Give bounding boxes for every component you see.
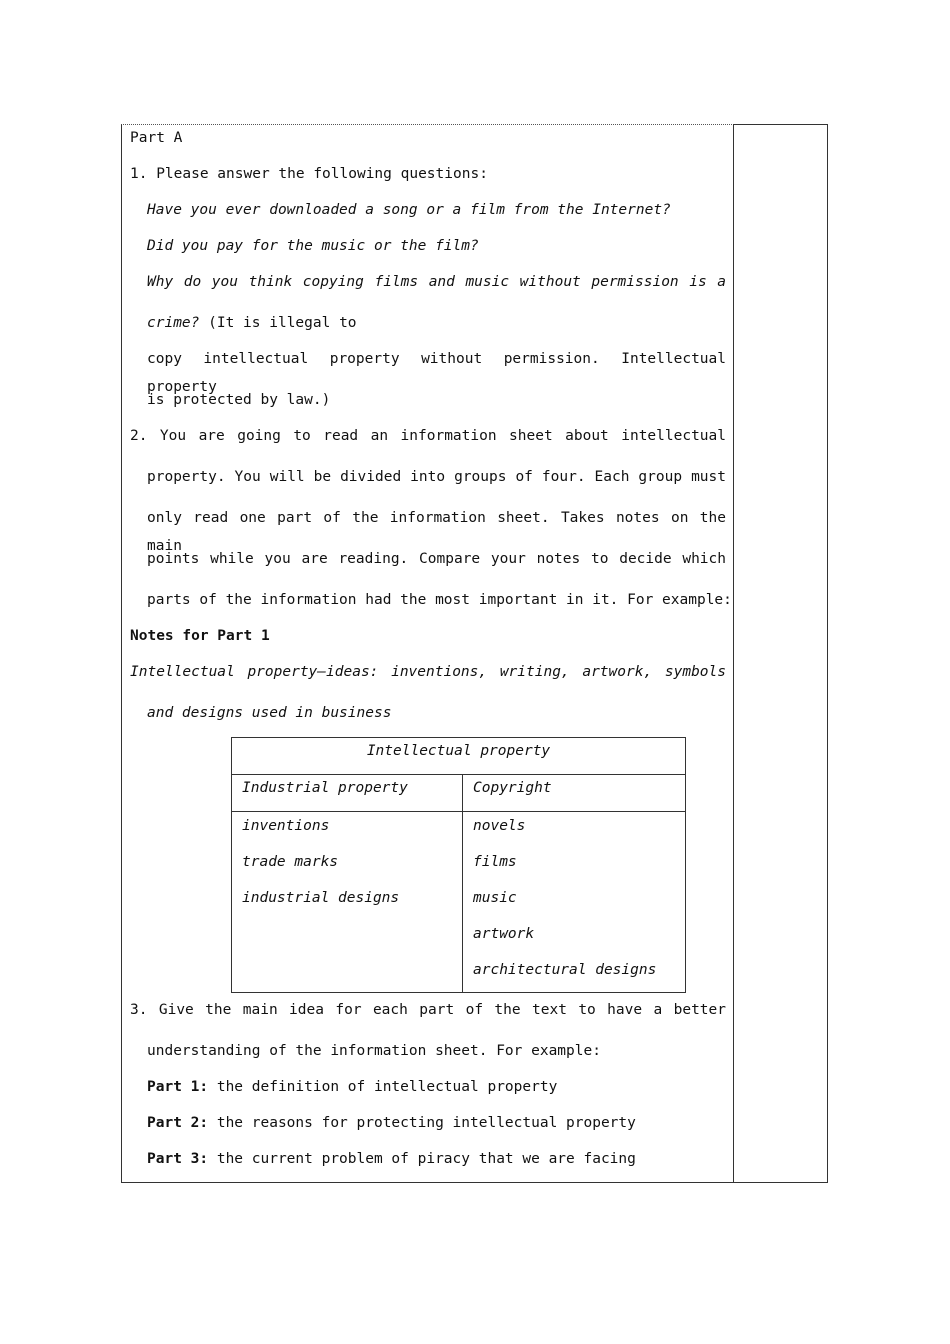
- q1-question-1: Have you ever downloaded a song or a film from the Internet?: [147, 202, 671, 218]
- part-label: Part 1:: [147, 1079, 209, 1095]
- part-text: the definition of intellectual property: [208, 1079, 558, 1095]
- q3-line-1: 3. Give the main idea for each part of the text to have a better: [130, 1002, 726, 1018]
- lesson-content: [130, 124, 732, 735]
- q3-part-3: [130, 1145, 726, 1181]
- list-item: artwork: [473, 926, 535, 942]
- part-text: the reasons for protecting intellectual property: [208, 1115, 636, 1131]
- q2-line-4: points while you are reading. Compare your notes to decide which: [147, 551, 726, 567]
- industrial-property-header: Industrial property: [232, 775, 463, 812]
- list-item: films: [473, 854, 517, 870]
- part-label: Part 2:: [147, 1115, 209, 1131]
- list-item: novels: [473, 818, 526, 834]
- q2-line-2: property. You will be divided into groups of four. Each group must: [147, 469, 726, 485]
- list-item: industrial designs: [242, 890, 400, 906]
- intellectual-property-table: [231, 737, 686, 993]
- q2-line-3: only read one part of the information sheet. Takes notes on the main: [147, 510, 726, 554]
- q3-section: [130, 996, 726, 1181]
- notes-line-1: Intellectual property—ideas: inventions, writing, artwork, symbols: [130, 664, 726, 680]
- part-text: the current problem of piracy that we are facing: [208, 1151, 636, 1167]
- q1-answer-line-3: is protected by law.): [147, 392, 331, 408]
- q1-answer-line-2: copy intellectual property without permission. Intellectual property: [147, 351, 726, 395]
- q2-line-1: 2. You are going to read an information sheet about intellectual: [130, 428, 726, 444]
- table-header: Intellectual property: [232, 738, 686, 775]
- q3-part-1: [130, 1073, 726, 1109]
- q3-part-2: [130, 1109, 726, 1145]
- q1-question-2: Did you pay for the music or the film?: [147, 238, 479, 254]
- notes-column-top-border: [733, 124, 828, 125]
- list-item: inventions: [242, 818, 330, 834]
- copyright-items: [463, 812, 686, 993]
- industrial-property-items: [232, 812, 463, 993]
- notes-column-divider: [733, 124, 734, 1183]
- list-item: architectural designs: [473, 962, 657, 978]
- q1-question-3: Why do you think copying films and music without permission is a: [147, 274, 726, 290]
- list-item: trade marks: [242, 854, 339, 870]
- q1-answer-line-1: [130, 309, 726, 345]
- list-item: music: [473, 890, 517, 906]
- notes-heading: Notes for Part 1: [130, 628, 270, 644]
- copyright-header: Copyright: [463, 775, 686, 812]
- notes-line-2: and designs used in business: [147, 705, 392, 721]
- q2-line-5: parts of the information had the most important in it. For example:: [147, 592, 732, 608]
- q1-answer-start: (It is illegal to: [199, 315, 357, 331]
- q1-prompt: 1. Please answer the following questions:: [130, 166, 488, 182]
- q3-line-2: understanding of the information sheet. For example:: [147, 1043, 601, 1059]
- q1-question-3-end: crime?: [147, 315, 200, 331]
- part-a-title: Part A: [130, 130, 183, 146]
- part-label: Part 3:: [147, 1151, 209, 1167]
